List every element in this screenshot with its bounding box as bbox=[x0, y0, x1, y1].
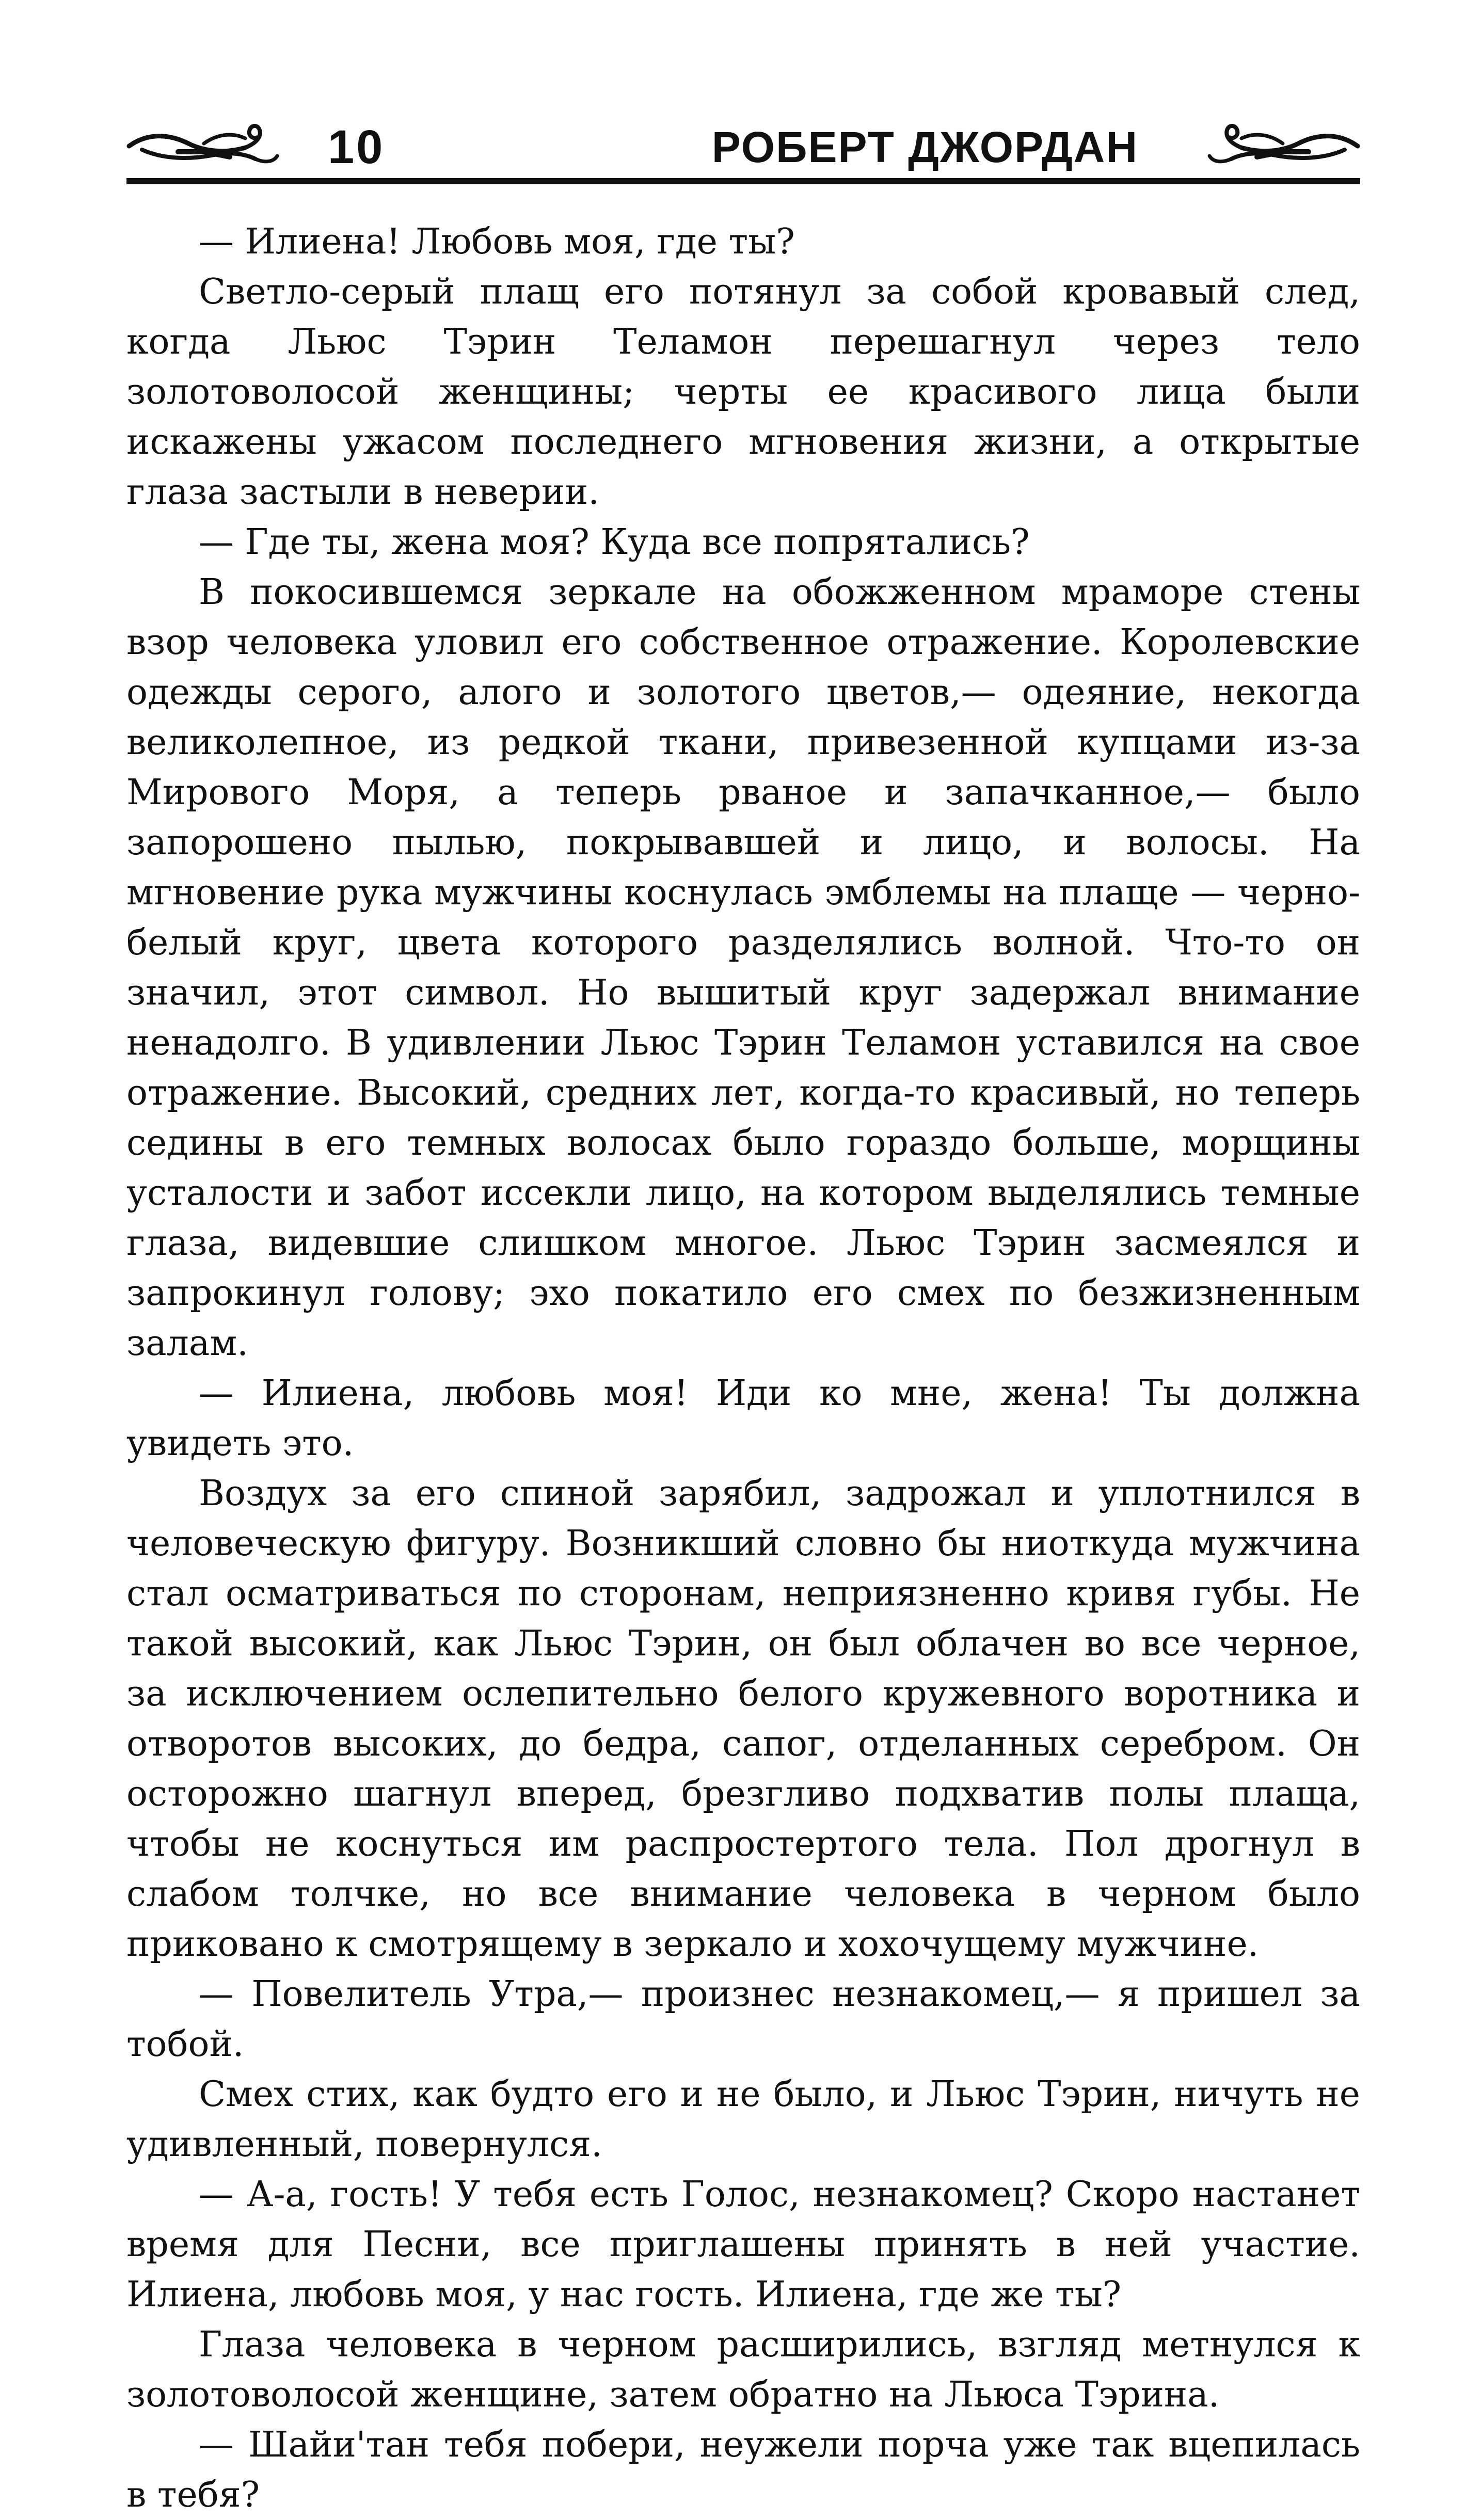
paragraph: В покосившемся зеркале на обожженном мраморе стены взор человека уловил его собственное отражение. Королевские одежды серого, алого и золотого цветов,— одеяние, некогда великолепное, из редкой ткани, привезенной купцами из-за Мирового Моря, а теперь рваное и запачканное,— было запорошено пылью, покрывавшей и лицо, и волосы. На мгновение рука мужчины коснулась эмблемы на плаще — черно-белый круг, цвета которого разделялись волной. Что-то он значил, этот символ. Но вышитый круг задержал внимание ненадолго. В удивлении Льюс Тэрин Теламон уставился на свое отражение. Высокий, средних лет, когда-то красивый, но теперь седины в его темных волосах было гораздо больше, морщины усталости и забот иссекли лицо, на котором выделялись темные глаза, видевшие слишком многое. Льюс Тэрин засмеялся и запрокинул голову; эхо покатило его смех по безжизненным залам. bbox=[126, 572, 1360, 1364]
paragraph: — А-а, гость! У тебя есть Голос, незнакомец? Скоро настанет время для Песни, все приглашены принять в ней участие. Илиена, любовь моя, у нас гость. Илиена, где же ты? bbox=[126, 2174, 1360, 2315]
paragraph: — Илиена, любовь моя! Иди ко мне, жена! Ты должна увидеть это. bbox=[126, 1373, 1360, 1464]
swirl-ornament-left-icon bbox=[126, 123, 281, 169]
page-number: 10 bbox=[328, 121, 385, 173]
paragraph: Глаза человека в черном расширились, взгляд метнулся к золотоволосой женщине, затем обратно на Льюса Тэрина. bbox=[126, 2324, 1360, 2415]
paragraph: Светло-серый плащ его потянул за собой кровавый след, когда Льюс Тэрин Теламон перешагнул через тело золотоволосой женщины; черты ее красивого лица были искажены ужасом последнего мгновения жизни, а открытые глаза застыли в неверии. bbox=[126, 272, 1360, 513]
running-title: РОБЕРТ ДЖОРДАН bbox=[711, 123, 1138, 171]
paragraph: Смех стих, как будто его и не было, и Льюс Тэрин, ничуть не удивленный, повернулся. bbox=[126, 2074, 1360, 2165]
paragraph: Воздух за его спиной зарябил, задрожал и уплотнился в человеческую фигуру. Возникший словно бы ниоткуда мужчина стал осматриваться по сторонам, неприязненно кривя губы. Не такой высокий, как Льюс Тэрин, он был облачен во все черное, за исключением ослепительно белого кружевного воротника и отворотов высоких, до бедра, сапог, отделанных серебром. Он осторожно шагнул вперед, брезгливо подхватив полы плаща, чтобы не коснуться им распростертого тела. Пол дрогнул в слабом толчке, но все внимание человека в черном было приковано к смотрящему в зеркало и хохочущему мужчине. bbox=[126, 1473, 1360, 1965]
body-text bbox=[126, 217, 1360, 2520]
paragraph: — Шайи'тан тебя побери, неужели порча уже так вцепилась в тебя? bbox=[126, 2425, 1360, 2515]
paragraph: — Где ты, жена моя? Куда все попрятались? bbox=[199, 522, 1030, 563]
header-rule bbox=[126, 178, 1360, 184]
swirl-ornament-right-icon bbox=[1205, 123, 1360, 169]
page-header bbox=[126, 103, 1360, 181]
paragraph: — Повелитель Утра,— произнес незнакомец,— я пришел за тобой. bbox=[126, 1974, 1360, 2065]
paragraph: — Илиена! Любовь моя, где ты? bbox=[199, 221, 795, 262]
